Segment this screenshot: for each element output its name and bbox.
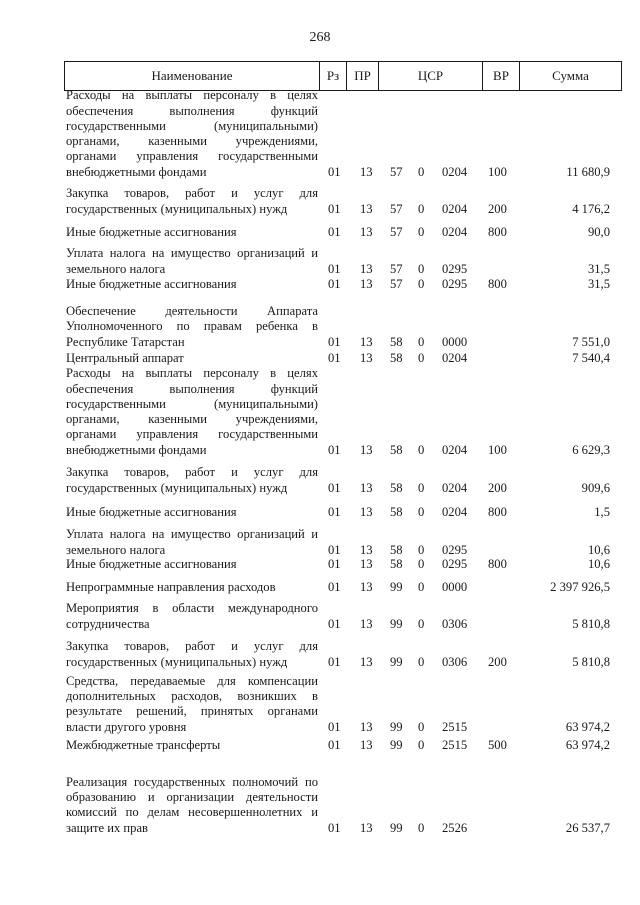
row-vr: 200 bbox=[488, 654, 507, 669]
row-rz: 01 bbox=[328, 504, 341, 519]
row-rz: 01 bbox=[328, 579, 341, 594]
row-sum: 5 810,8 bbox=[572, 616, 610, 631]
row-csr-subprogram: 0 bbox=[418, 504, 425, 519]
row-csr-program: 99 bbox=[390, 579, 403, 594]
row-csr-program: 58 bbox=[390, 480, 403, 495]
row-csr-program: 99 bbox=[390, 616, 403, 631]
row-csr-program: 57 bbox=[390, 164, 403, 179]
table-row bbox=[64, 640, 620, 670]
header-csr: ЦСР bbox=[379, 62, 483, 91]
row-pr: 13 bbox=[360, 224, 373, 239]
row-pr: 13 bbox=[360, 737, 373, 752]
row-name: Закупка товаров, работ и услуг для государственных (муниципальных) нужд bbox=[66, 186, 318, 216]
row-csr-subprogram: 0 bbox=[418, 201, 425, 216]
row-sum: 31,5 bbox=[587, 261, 610, 276]
table-row bbox=[64, 760, 620, 836]
row-rz: 01 bbox=[328, 737, 341, 752]
row-pr: 13 bbox=[360, 164, 373, 179]
row-pr: 13 bbox=[360, 719, 373, 734]
row-pr: 13 bbox=[360, 334, 373, 349]
row-csr-direction: 0204 bbox=[442, 442, 468, 457]
row-name: Межбюджетные трансферты bbox=[66, 737, 221, 752]
row-sum: 63 974,2 bbox=[565, 719, 610, 734]
row-csr-subprogram: 0 bbox=[418, 737, 425, 752]
row-rz: 01 bbox=[328, 261, 341, 276]
row-csr-program: 99 bbox=[390, 737, 403, 752]
row-sum: 11 680,9 bbox=[566, 164, 610, 179]
row-name: Средства, передаваемые для компенсации дополнительных расходов, возникших в результате решений, принятых органами власти другого уровня bbox=[66, 673, 318, 734]
row-sum: 10,6 bbox=[587, 542, 610, 557]
row-csr-direction: 0000 bbox=[442, 579, 468, 594]
row-csr-subprogram: 0 bbox=[418, 579, 425, 594]
row-rz: 01 bbox=[328, 654, 341, 669]
row-rz: 01 bbox=[328, 480, 341, 495]
row-name: Мероприятия в области международного сотрудничества bbox=[66, 601, 318, 631]
row-csr-direction: 0295 bbox=[442, 556, 468, 571]
row-csr-subprogram: 0 bbox=[418, 820, 425, 835]
row-csr-subprogram: 0 bbox=[418, 556, 425, 571]
row-name: Расходы на выплаты персоналу в целях обеспечения выполнения функций государственными (муниципальными) органами, казенными учреждениями, органами управления государственными внебюджетными фондами bbox=[66, 88, 318, 179]
row-sum: 26 537,7 bbox=[565, 820, 610, 835]
row-rz: 01 bbox=[328, 442, 341, 457]
row-pr: 13 bbox=[360, 542, 373, 557]
row-name: Уплата налога на имущество организаций и земельного налога bbox=[66, 246, 318, 276]
row-sum: 2 397 926,5 bbox=[550, 579, 610, 594]
row-rz: 01 bbox=[328, 616, 341, 631]
table-row bbox=[64, 580, 620, 595]
row-rz: 01 bbox=[328, 542, 341, 557]
row-csr-subprogram: 0 bbox=[418, 480, 425, 495]
row-sum: 5 810,8 bbox=[572, 654, 610, 669]
row-csr-program: 58 bbox=[390, 556, 403, 571]
table-row bbox=[64, 367, 620, 458]
row-sum: 909,6 bbox=[581, 480, 610, 495]
row-name: Иные бюджетные ассигнования bbox=[66, 224, 237, 239]
table-row bbox=[64, 738, 620, 753]
row-name: Иные бюджетные ассигнования bbox=[66, 556, 237, 571]
row-pr: 13 bbox=[360, 654, 373, 669]
row-pr: 13 bbox=[360, 276, 373, 291]
row-sum: 63 974,2 bbox=[565, 737, 610, 752]
row-sum: 31,5 bbox=[587, 276, 610, 291]
row-csr-direction: 0204 bbox=[442, 350, 468, 365]
row-csr-direction: 2526 bbox=[442, 820, 468, 835]
row-name: Непрограммные направления расходов bbox=[66, 579, 276, 594]
table-row bbox=[64, 303, 620, 350]
row-csr-subprogram: 0 bbox=[418, 442, 425, 457]
row-vr: 800 bbox=[488, 556, 507, 571]
row-csr-program: 57 bbox=[390, 201, 403, 216]
table-row bbox=[64, 557, 620, 572]
row-csr-subprogram: 0 bbox=[418, 164, 425, 179]
row-vr: 200 bbox=[488, 201, 507, 216]
row-csr-program: 99 bbox=[390, 820, 403, 835]
row-csr-direction: 2515 bbox=[442, 719, 468, 734]
page-number: 268 bbox=[309, 30, 331, 45]
row-vr: 100 bbox=[488, 164, 507, 179]
table-row bbox=[64, 247, 620, 277]
row-csr-subprogram: 0 bbox=[418, 542, 425, 557]
row-csr-direction: 0000 bbox=[442, 334, 468, 349]
row-vr: 800 bbox=[488, 224, 507, 239]
row-vr: 100 bbox=[488, 442, 507, 457]
row-name: Центральный аппарат bbox=[66, 350, 184, 365]
row-csr-direction: 0295 bbox=[442, 276, 468, 291]
row-rz: 01 bbox=[328, 820, 341, 835]
row-sum: 7 551,0 bbox=[572, 334, 610, 349]
row-csr-program: 99 bbox=[390, 719, 403, 734]
row-csr-subprogram: 0 bbox=[418, 224, 425, 239]
row-name: Расходы на выплаты персоналу в целях обеспечения выполнения функций государственными (муниципальными) органами, казенными учреждениями, органами управления государственными внебюджетными фондами bbox=[66, 366, 318, 457]
table-row bbox=[64, 89, 620, 180]
row-name: Иные бюджетные ассигнования bbox=[66, 504, 237, 519]
row-rz: 01 bbox=[328, 334, 341, 349]
row-rz: 01 bbox=[328, 556, 341, 571]
row-rz: 01 bbox=[328, 164, 341, 179]
row-pr: 13 bbox=[360, 442, 373, 457]
row-vr: 200 bbox=[488, 480, 507, 495]
header-rz: Рз bbox=[320, 62, 347, 91]
table-header bbox=[64, 61, 622, 91]
header-pr: ПР bbox=[347, 62, 379, 91]
row-sum: 6 629,3 bbox=[572, 442, 610, 457]
header-name: Наименование bbox=[65, 62, 320, 91]
table-row bbox=[64, 351, 620, 366]
row-name: Иные бюджетные ассигнования bbox=[66, 276, 237, 291]
row-csr-direction: 0295 bbox=[442, 261, 468, 276]
row-rz: 01 bbox=[328, 719, 341, 734]
row-rz: 01 bbox=[328, 350, 341, 365]
row-vr: 500 bbox=[488, 737, 507, 752]
table-row bbox=[64, 602, 620, 632]
row-pr: 13 bbox=[360, 261, 373, 276]
table-row bbox=[64, 187, 620, 217]
table-row bbox=[64, 466, 620, 496]
row-sum: 1,5 bbox=[594, 504, 610, 519]
row-csr-program: 57 bbox=[390, 276, 403, 291]
table-row bbox=[64, 674, 620, 735]
row-rz: 01 bbox=[328, 201, 341, 216]
row-csr-subprogram: 0 bbox=[418, 616, 425, 631]
row-pr: 13 bbox=[360, 201, 373, 216]
row-csr-direction: 0204 bbox=[442, 504, 468, 519]
row-csr-program: 57 bbox=[390, 224, 403, 239]
row-pr: 13 bbox=[360, 556, 373, 571]
row-csr-program: 58 bbox=[390, 442, 403, 457]
row-csr-direction: 0306 bbox=[442, 616, 468, 631]
header-vr: ВР bbox=[483, 62, 520, 91]
row-pr: 13 bbox=[360, 504, 373, 519]
table-row bbox=[64, 528, 620, 558]
row-pr: 13 bbox=[360, 350, 373, 365]
row-name: Реализация государственных полномочий по образованию и организации деятельности комиссий по делам несовершеннолетних и защите их прав bbox=[66, 774, 318, 835]
row-name: Закупка товаров, работ и услуг для государственных (муниципальных) нужд bbox=[66, 639, 318, 669]
row-pr: 13 bbox=[360, 616, 373, 631]
row-csr-subprogram: 0 bbox=[418, 654, 425, 669]
row-csr-subprogram: 0 bbox=[418, 334, 425, 349]
row-csr-direction: 0295 bbox=[442, 542, 468, 557]
row-csr-subprogram: 0 bbox=[418, 719, 425, 734]
row-csr-program: 58 bbox=[390, 504, 403, 519]
row-csr-program: 58 bbox=[390, 334, 403, 349]
row-csr-direction: 0204 bbox=[442, 224, 468, 239]
row-csr-program: 99 bbox=[390, 654, 403, 669]
row-csr-direction: 2515 bbox=[442, 737, 468, 752]
row-csr-program: 58 bbox=[390, 542, 403, 557]
table-row bbox=[64, 225, 620, 240]
row-sum: 4 176,2 bbox=[572, 201, 610, 216]
row-vr: 800 bbox=[488, 504, 507, 519]
row-csr-subprogram: 0 bbox=[418, 350, 425, 365]
row-csr-subprogram: 0 bbox=[418, 261, 425, 276]
row-pr: 13 bbox=[360, 480, 373, 495]
row-rz: 01 bbox=[328, 224, 341, 239]
row-csr-program: 57 bbox=[390, 261, 403, 276]
row-sum: 7 540,4 bbox=[572, 350, 610, 365]
row-rz: 01 bbox=[328, 276, 341, 291]
row-csr-direction: 0306 bbox=[442, 654, 468, 669]
row-csr-subprogram: 0 bbox=[418, 276, 425, 291]
row-vr: 800 bbox=[488, 276, 507, 291]
row-csr-direction: 0204 bbox=[442, 164, 468, 179]
row-csr-direction: 0204 bbox=[442, 201, 468, 216]
row-sum: 10,6 bbox=[587, 556, 610, 571]
header-sum: Сумма bbox=[520, 62, 622, 91]
row-name: Уплата налога на имущество организаций и земельного налога bbox=[66, 527, 318, 557]
row-sum: 90,0 bbox=[587, 224, 610, 239]
row-name: Обеспечение деятельности Аппарата Уполномоченного по правам ребенка в Республике Татарстан bbox=[66, 304, 318, 349]
row-csr-direction: 0204 bbox=[442, 480, 468, 495]
row-csr-program: 58 bbox=[390, 350, 403, 365]
row-pr: 13 bbox=[360, 579, 373, 594]
row-name: Закупка товаров, работ и услуг для государственных (муниципальных) нужд bbox=[66, 465, 318, 495]
table-row bbox=[64, 505, 620, 520]
row-pr: 13 bbox=[360, 820, 373, 835]
table-row bbox=[64, 277, 620, 292]
